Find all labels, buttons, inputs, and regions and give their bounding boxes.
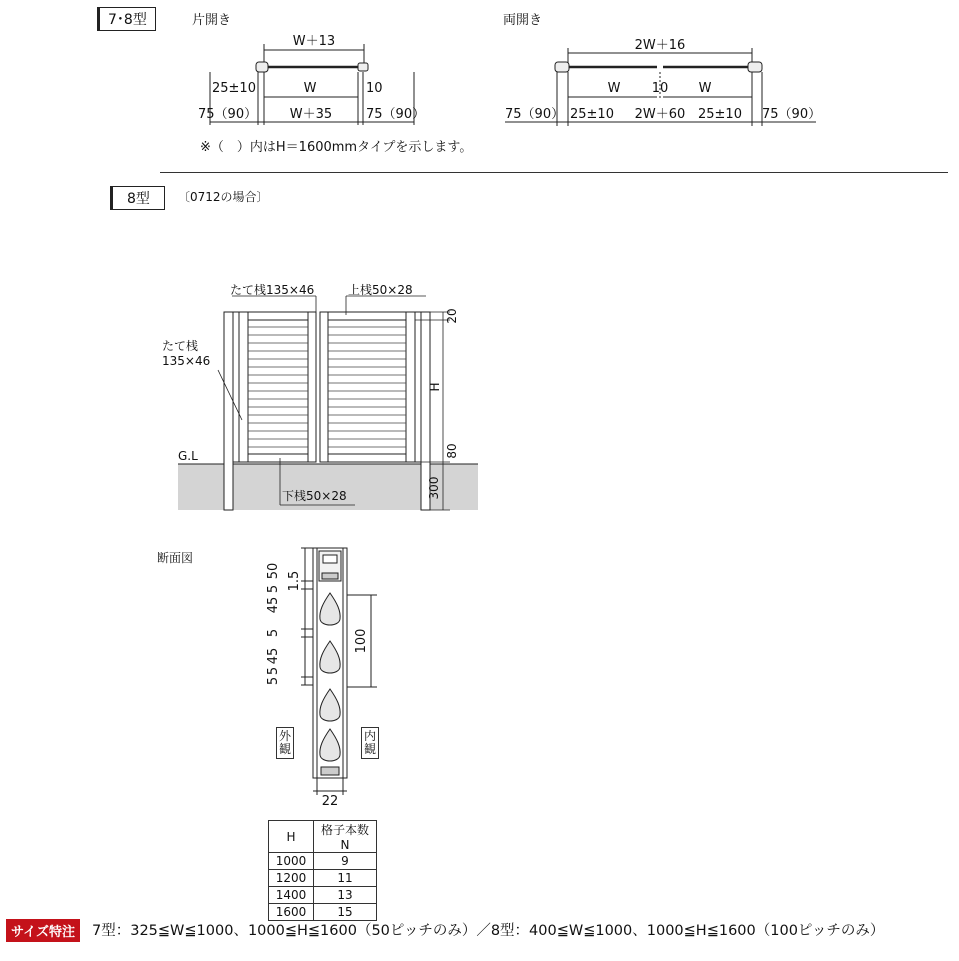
single-swing-title: 片開き	[192, 13, 232, 28]
custom-size-badge: サイズ特注	[6, 919, 80, 942]
single-dim-top: W＋13	[292, 34, 336, 49]
sec-dim-5a: 5	[266, 584, 281, 594]
double-dim-w-right: W	[698, 81, 712, 96]
sec-dim-45b: 45	[266, 647, 281, 665]
elev-dim-top: 20	[445, 308, 459, 324]
section-8-case: 〔0712の場合〕	[178, 190, 269, 204]
sec-dim-5d: 5	[266, 676, 281, 686]
elev-post-left-label-2: 135×46	[162, 354, 211, 368]
double-dim-right: 25±10	[698, 107, 742, 122]
table-cell: 15	[314, 904, 377, 921]
double-dim-post-left: 75（90）	[505, 107, 565, 122]
cross-section-drawing	[265, 545, 385, 807]
section-8-label: 8型	[110, 186, 165, 210]
elev-dim-bottom: 80	[445, 443, 459, 459]
single-dim-post-left: 75（90）	[198, 107, 258, 122]
table-row	[269, 887, 377, 904]
table-cell: 1600	[269, 904, 314, 921]
sec-dim-1-5: 1.5	[287, 570, 302, 592]
single-dim-left: 25±10	[212, 81, 256, 96]
double-dim-gap: 10	[651, 81, 669, 96]
single-dim-post-right: 75（90）	[366, 107, 426, 122]
table-header-h: H	[269, 821, 314, 853]
sec-dim-50: 50	[266, 562, 281, 580]
custom-size-text: 7型：325≦W≦1000、1000≦H≦1600（50ピッチのみ）／8型：400≦W≦1000、1000≦H≦1600（100ピッチのみ）	[92, 923, 885, 939]
double-dim-bottom: 2W＋60	[634, 107, 686, 122]
table-cell: 13	[314, 887, 377, 904]
section-divider	[160, 172, 948, 173]
table-cell: 1400	[269, 887, 314, 904]
outside-view-tag: 外観	[276, 727, 294, 759]
elev-dim-h: H	[428, 382, 442, 392]
table-header-n: 格子本数 N	[314, 821, 377, 853]
double-swing-title: 両開き	[503, 13, 543, 28]
inside-view-tag: 内観	[361, 727, 379, 759]
elev-bottom-rail-label: 下桟50×28	[282, 489, 347, 503]
table-row	[269, 853, 377, 870]
single-dim-mid: W	[303, 81, 317, 96]
single-swing-plan	[190, 30, 450, 130]
left-post	[224, 312, 233, 510]
table-cell: 11	[314, 870, 377, 887]
single-dim-bottom: W＋35	[289, 107, 333, 122]
section-78-label: 7･8型	[97, 7, 156, 31]
double-dim-w-left: W	[607, 81, 621, 96]
elev-dim-ground: 300	[427, 476, 441, 500]
sec-dim-100: 100	[354, 628, 369, 654]
double-dim-post-right: 75（90）	[762, 107, 822, 122]
single-dim-right: 10	[366, 81, 383, 96]
table-cell: 1000	[269, 853, 314, 870]
table-row	[269, 870, 377, 887]
double-dim-left: 25±10	[570, 107, 614, 122]
slat-count-table	[268, 820, 377, 921]
table-cell: 1200	[269, 870, 314, 887]
sec-dim-22: 22	[321, 794, 339, 807]
gate-elevation-drawing	[150, 270, 490, 520]
elev-post-left-label-1: たて桟	[162, 339, 199, 353]
elev-post-top-label: たて桟135×46	[230, 283, 315, 297]
table-row	[269, 904, 377, 921]
double-swing-plan	[500, 30, 830, 130]
sec-dim-5b: 5	[266, 628, 281, 638]
section-drawing-title: 断面図	[157, 551, 194, 565]
sec-dim-45a: 45	[266, 596, 281, 614]
elev-top-rail-label: 上桟50×28	[348, 283, 413, 297]
sec-dim-5c: 5	[266, 666, 281, 676]
elev-gl-label: G.L	[178, 449, 198, 463]
double-dim-top: 2W＋16	[634, 38, 686, 53]
size-footnote: ※（ ）内はH＝1600mmタイプを示します。	[200, 140, 473, 155]
table-cell: 9	[314, 853, 377, 870]
